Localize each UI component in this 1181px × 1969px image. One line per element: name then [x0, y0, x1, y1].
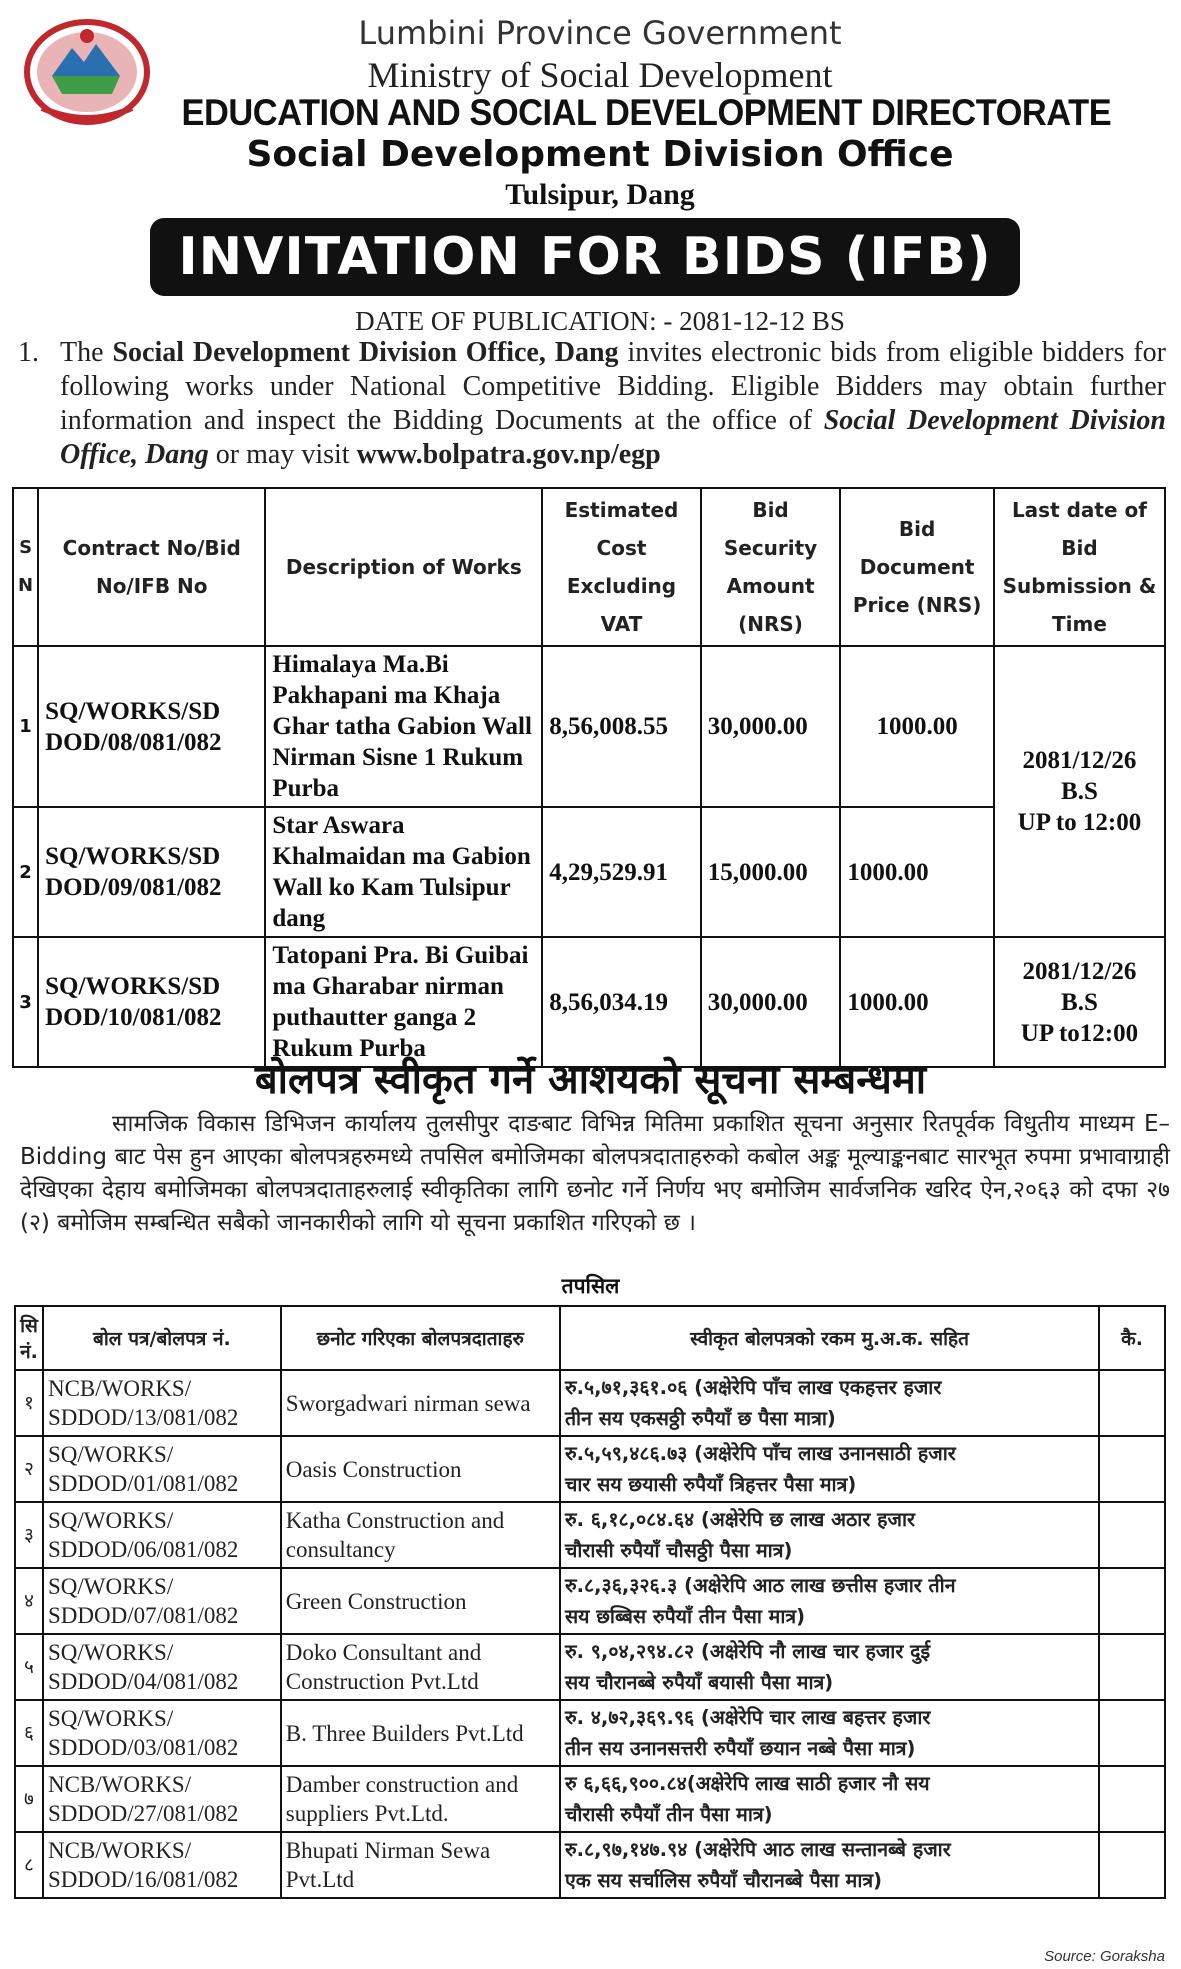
table-row [15, 1568, 1165, 1634]
amount-line: रु.५,५९,४८६.७३ (अक्षेरेपि पाँच लाख उनानसाठी हजार [564, 1442, 956, 1465]
table-row [13, 807, 1165, 937]
award-remarks [1099, 1568, 1165, 1634]
row-doc-price: 1000.00 [840, 646, 994, 807]
award-bid-no: NCB/WORKS/ SDDOD/27/081/082 [43, 1766, 281, 1832]
amount-line: रु.५,७१,३६१.०६ (अक्षेरेपि पाँच लाख एकहत्तर हजार [564, 1376, 942, 1399]
amount-line: रु.८,९७,१४७.९४ (अक्षेरेपि आठ लाख सन्तानब्बे हजार [564, 1838, 951, 1861]
row-last-date [994, 646, 1165, 937]
bid-table [12, 487, 1166, 1068]
award-remarks [1099, 1700, 1165, 1766]
award-remarks [1099, 1832, 1165, 1898]
award-header-bidder: छनोट गरिएका बोलपत्रदाताहरु [281, 1306, 560, 1370]
award-bid-no: SQ/WORKS/ SDDOD/01/081/082 [43, 1436, 281, 1502]
amount-line: रु. ६,१८,०८४.६४ (अक्षेरेपि छ लाख अठार हजार [564, 1508, 915, 1531]
last-date: 2081/12/26 [1022, 747, 1137, 774]
amount-line: सय चौरानब्बे रुपैयाँ बयासी पैसा मात्र) [564, 1671, 834, 1694]
award-header-remarks: कै. [1099, 1306, 1165, 1370]
award-bid-no: SQ/WORKS/ SDDOD/03/081/082 [43, 1700, 281, 1766]
award-amount [560, 1766, 1099, 1832]
row-sn: 2 [13, 807, 38, 937]
award-bid-no: SQ/WORKS/ SDDOD/06/081/082 [43, 1502, 281, 1568]
intro-paragraph [18, 336, 1166, 472]
row-contract: SQ/WORKS/SD DOD/09/081/082 [38, 807, 265, 937]
ifb-banner: INVITATION FOR BIDS (IFB) [150, 218, 1020, 296]
last-date-era: B.S [1061, 988, 1098, 1016]
award-amount [560, 1502, 1099, 1568]
amount-line: चार सय छयासी रुपैयाँ त्रिहत्तर पैसा मात्र) [564, 1473, 857, 1496]
row-cost: 8,56,008.55 [542, 646, 700, 807]
award-remarks [1099, 1634, 1165, 1700]
award-table [14, 1305, 1166, 1899]
table-row [13, 937, 1165, 1067]
row-cost: 4,29,529.91 [542, 807, 700, 937]
award-sn: ५ [15, 1634, 43, 1700]
bolpatra-website: www.bolpatra.gov.np/egp [356, 439, 661, 470]
office-name: Social Development Division Office [246, 134, 954, 175]
award-remarks [1099, 1370, 1165, 1436]
award-amount [560, 1832, 1099, 1898]
amount-line: रु.८,३६,३२६.३ (अक्षेरेपि आठ लाख छत्तीस हजार तीन [564, 1574, 956, 1597]
award-sn: ४ [15, 1568, 43, 1634]
row-cost: 8,56,034.19 [542, 937, 700, 1067]
header-last-date: Last date of Bid Submission & Time [994, 488, 1165, 646]
publication-date: DATE OF PUBLICATION: - 2081-12-12 BS [355, 306, 845, 336]
award-remarks [1099, 1436, 1165, 1502]
schedule-heading: तपसिल [561, 1274, 620, 1298]
amount-line: रु. ९,०४,२९४.८२ (अक्षेरेपि नौ लाख चार हजार दुई [564, 1640, 931, 1663]
header-sn: S N [13, 488, 38, 646]
row-description: Himalaya Ma.Bi Pakhapani ma Khaja Ghar tatha Gabion Wall Nirman Sisne 1 Rukum Purba [265, 646, 542, 807]
award-bidder: Oasis Construction [281, 1436, 560, 1502]
header-cost: Estimated Cost Excluding VAT [542, 488, 700, 646]
award-header-sn: सि नं. [15, 1306, 43, 1370]
notice-title: बोलपत्र स्वीकृत गर्ने आशयको सूचना सम्बन्धमा [254, 1057, 927, 1103]
nepal-emblem-logo [22, 16, 152, 128]
row-description: Tatopani Pra. Bi Guibai ma Gharabar nirman puthautter ganga 2 Rukum Purba [265, 937, 542, 1067]
office-location: Tulsipur, Dang [505, 178, 695, 211]
intro-number: 1. [18, 337, 39, 368]
award-amount [560, 1568, 1099, 1634]
award-bid-no: SQ/WORKS/ SDDOD/04/081/082 [43, 1634, 281, 1700]
award-amount [560, 1370, 1099, 1436]
table-row [15, 1436, 1165, 1502]
table-row [15, 1832, 1165, 1898]
award-bidder: Green Construction [281, 1568, 560, 1634]
row-sn: 1 [13, 646, 38, 807]
table-row [15, 1634, 1165, 1700]
award-sn: २ [15, 1436, 43, 1502]
amount-line: एक सय सर्चालिस रुपैयाँ चौरानब्बे पैसा मात्र) [564, 1869, 883, 1892]
award-bid-no: SQ/WORKS/ SDDOD/07/081/082 [43, 1568, 281, 1634]
award-bidder: Damber construction and suppliers Pvt.Ltd. [281, 1766, 560, 1832]
intro-text: The [60, 337, 113, 368]
row-sn: 3 [13, 937, 38, 1067]
award-sn: ६ [15, 1700, 43, 1766]
award-bidder: Doko Consultant and Construction Pvt.Ltd [281, 1634, 560, 1700]
award-bidder: Katha Construction and consultancy [281, 1502, 560, 1568]
table-row [15, 1700, 1165, 1766]
amount-line: चौरासी रुपैयाँ तीन पैसा मात्र) [564, 1803, 773, 1826]
amount-line: तीन सय उनानसत्तरी रुपैयाँ छयान नब्बे पैसा मात्र) [564, 1737, 916, 1760]
amount-line: चौरासी रुपैयाँ चौसठ्ठी पैसा मात्र) [564, 1539, 793, 1562]
header-security: Bid Security Amount (NRS) [701, 488, 841, 646]
award-bid-no: NCB/WORKS/ SDDOD/16/081/082 [43, 1832, 281, 1898]
amount-line: तीन सय एकसठ्ठी रुपैयाँ छ पैसा मात्रा) [564, 1407, 836, 1430]
row-security: 30,000.00 [701, 937, 841, 1067]
last-date-time: UP to12:00 [1020, 1019, 1139, 1047]
table-row [15, 1502, 1165, 1568]
table-row [13, 646, 1165, 807]
intro-office-bold: Social Development Division Office, Dang [112, 337, 619, 368]
award-bidder: B. Three Builders Pvt.Ltd [281, 1700, 560, 1766]
amount-line: रु ६,६६,९००.८४(अक्षेरेपि लाख साठी हजार नौ सय [564, 1772, 930, 1795]
award-sn: ७ [15, 1766, 43, 1832]
award-sn: ३ [15, 1502, 43, 1568]
award-amount [560, 1700, 1099, 1766]
header-contract: Contract No/Bid No/IFB No [38, 488, 265, 646]
header-description: Description of Works [265, 488, 542, 646]
ministry-name: Ministry of Social Development [367, 55, 833, 95]
award-bidder: Bhupati Nirman Sewa Pvt.Ltd [281, 1832, 560, 1898]
award-remarks [1099, 1502, 1165, 1568]
row-contract: SQ/WORKS/SD DOD/10/081/082 [38, 937, 265, 1067]
source-credit: Source: Goraksha [1044, 1948, 1165, 1965]
award-header-amount: स्वीकृत बोलपत्रको रकम मु.अ.क. सहित [560, 1306, 1099, 1370]
table-row [15, 1370, 1165, 1436]
row-security: 30,000.00 [701, 646, 841, 807]
intro-text: invites electronic bids from eligible bidders for following works under National Competitive Bidding. Eligible Bidders may obtain further information and inspect the Bidding Documents at the office of [60, 337, 1167, 436]
amount-line: सय छब्बिस रुपैयाँ तीन पैसा मात्र) [564, 1605, 806, 1628]
amount-line: रु. ४,७२,३६९.९६ (अक्षेरेपि चार लाख बहत्तर हजार [564, 1706, 931, 1729]
award-sn: १ [15, 1370, 43, 1436]
row-security: 15,000.00 [701, 807, 841, 937]
row-description: Star Aswara Khalmaidan ma Gabion Wall ko Kam Tulsipur dang [265, 807, 542, 937]
row-doc-price: 1000.00 [840, 937, 994, 1067]
award-header-bid-no: बोल पत्र/बोलपत्र नं. [43, 1306, 281, 1370]
award-amount [560, 1436, 1099, 1502]
row-last-date [994, 937, 1165, 1067]
award-amount [560, 1634, 1099, 1700]
award-bidder: Sworgadwari nirman sewa [281, 1370, 560, 1436]
award-sn: ८ [15, 1832, 43, 1898]
last-date: 2081/12/26 [1022, 957, 1137, 985]
intro-text: or may visit [208, 439, 357, 470]
table-row [15, 1766, 1165, 1832]
last-date-era: B.S [1061, 778, 1098, 805]
award-bid-no: NCB/WORKS/ SDDOD/13/081/082 [43, 1370, 281, 1436]
row-doc-price: 1000.00 [840, 807, 994, 937]
award-remarks [1099, 1766, 1165, 1832]
notice-body: सामजिक विकास डिभिजन कार्यालय तुलसीपुर दाङबाट विभिन्न मितिमा प्रकाशित सूचना अनुसार रितपूर्वक विधुतीय माध्यम E–Bidding बाट पेस हुन आएका बोलपत्रहरुमध्ये तपसिल बमोजिमका बोलपत्रदाताहरुको कबोल अङ्क मूल्याङ्कनबाट सारभूत रुपमा प्रभावाग्राही देखिएका देहाय बमोजिमका बोलपत्रदाताहरुलाई स्वीकृतिका लागि छनोट गर्ने निर्णय भए बमोजिम सार्वजनिक खरिद ऐन,२०६३ को दफा २७ (२) बमोजिम सम्बन्धित सबैको जानकारीको लागि यो सूचना प्रकाशित गरिएको छ । [20, 1111, 1170, 1236]
intro-office-italic: Social Development Division Office, Dang [60, 405, 1166, 470]
last-date-time: UP to 12:00 [1017, 809, 1142, 836]
header-doc-price: Bid Document Price (NRS) [840, 488, 994, 646]
province-name: Lumbini Province Government [358, 14, 842, 52]
directorate-name: EDUCATION AND SOCIAL DEVELOPMENT DIRECTORATE [181, 92, 1112, 133]
row-contract: SQ/WORKS/SD DOD/08/081/082 [38, 646, 265, 807]
